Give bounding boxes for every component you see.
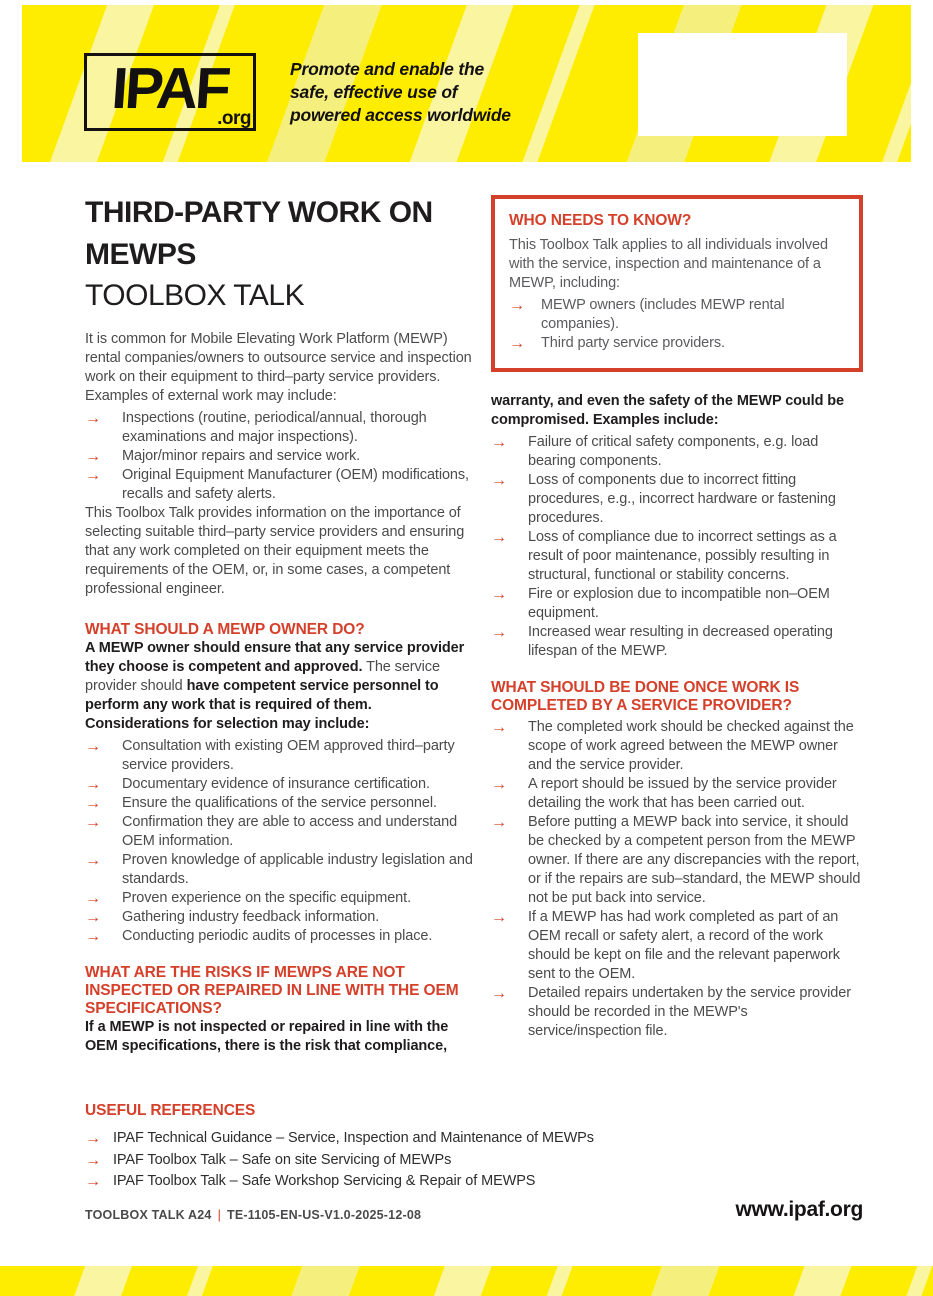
arrow-bullet-icon: → — [491, 586, 507, 603]
purpose-paragraph: This Toolbox Talk provides information on the importance of selecting suitable third–party service providers and ensuring that any work completed on their equipment meets the requirements of the OEM, or, in some cases, a competent professional engineer. — [85, 505, 465, 597]
arrow-bullet-icon: → — [491, 985, 507, 1002]
completed-work-list — [491, 718, 863, 1041]
list-item-text: Documentary evidence of insurance certification. — [122, 776, 430, 792]
list-item — [491, 623, 863, 661]
header-blank-box — [638, 33, 847, 136]
list-item — [85, 813, 475, 851]
list-item — [85, 1171, 863, 1193]
list-item — [491, 718, 863, 775]
list-item — [85, 447, 475, 466]
arrow-bullet-icon: → — [85, 738, 101, 755]
list-item — [491, 775, 863, 813]
who-box-heading: WHO NEEDS TO KNOW? — [509, 212, 692, 229]
owner-paragraph: A MEWP owner should ensure that any service provider they choose is competent and approved. The service provider should have competent service personnel to perform any work that is required of them. Considerations for selection may include: — [85, 640, 465, 732]
page-subtitle: TOOLBOX TALK — [85, 279, 305, 312]
arrow-bullet-icon: → — [85, 776, 101, 793]
list-item-text: Detailed repairs undertaken by the service provider should be recorded in the MEWP's service/inspection file. — [528, 985, 851, 1039]
who-box-list — [509, 296, 845, 353]
list-item-text: Original Equipment Manufacturer (OEM) modifications, recalls and safety alerts. — [122, 467, 469, 502]
list-item-text: Ensure the qualifications of the service personnel. — [122, 795, 437, 811]
list-item — [491, 813, 863, 908]
page-title-line2: MEWPS — [85, 238, 196, 271]
separator: | — [217, 1207, 222, 1222]
list-item-text: Increased wear resulting in decreased operating lifespan of the MEWP. — [528, 624, 833, 659]
arrow-bullet-icon: → — [85, 410, 101, 427]
arrow-bullet-icon: → — [491, 909, 507, 926]
list-item — [509, 334, 845, 353]
list-item-text: If a MEWP has had work completed as part of an OEM recall or safety alert, a record of the work should be kept on file and the relevant paperwork sent to the OEM. — [528, 909, 840, 982]
list-item-text: Failure of critical safety components, e.g. load bearing components. — [528, 434, 819, 469]
arrow-bullet-icon: → — [85, 448, 101, 465]
list-item — [85, 794, 475, 813]
arrow-bullet-icon: → — [491, 776, 507, 793]
selection-considerations-list — [85, 737, 475, 946]
list-item — [85, 851, 475, 889]
section-heading-owner: WHAT SHOULD A MEWP OWNER DO? — [85, 621, 365, 638]
references-heading: USEFUL REFERENCES — [85, 1102, 256, 1119]
tagline-line: safe, effective use of — [290, 82, 458, 102]
arrow-bullet-icon: → — [491, 529, 507, 546]
arrow-bullet-icon: → — [85, 1173, 101, 1190]
arrow-bullet-icon: → — [85, 928, 101, 945]
ipaf-logo — [84, 53, 256, 131]
list-item — [85, 1128, 863, 1150]
list-item-text: Third party service providers. — [541, 335, 725, 351]
section-heading-risks: WHAT ARE THE RISKS IF MEWPS ARE NOT INSPECTED OR REPAIRED IN LINE WITH THE OEM SPECIFICATIONS? — [85, 964, 459, 1017]
footer-stripe-band — [0, 1266, 933, 1296]
doc-code: TOOLBOX TALK A24 — [85, 1207, 212, 1222]
list-item — [491, 433, 863, 471]
risks-paragraph-start: If a MEWP is not inspected or repaired in line with the OEM specifications, there is the risk that compliance, — [85, 1019, 449, 1054]
list-item — [491, 585, 863, 623]
arrow-bullet-icon: → — [491, 624, 507, 641]
list-item-text: Loss of components due to incorrect fitting procedures, e.g., incorrect hardware or fastening procedures. — [528, 472, 836, 526]
arrow-bullet-icon: → — [85, 467, 101, 484]
arrow-bullet-icon: → — [85, 1130, 101, 1147]
list-item — [85, 775, 475, 794]
list-item — [491, 984, 863, 1041]
page-title-line1: THIRD-PARTY WORK ON — [85, 196, 433, 229]
doc-ref: TE-1105-EN-US-V1.0-2025-12-08 — [227, 1207, 422, 1222]
list-item — [85, 466, 475, 504]
list-item-text: IPAF Technical Guidance – Service, Inspection and Maintenance of MEWPs — [113, 1130, 594, 1146]
list-item — [85, 889, 475, 908]
arrow-bullet-icon: → — [85, 852, 101, 869]
external-work-list — [85, 409, 475, 504]
list-item-text: IPAF Toolbox Talk – Safe on site Servicing of MEWPs — [113, 1151, 452, 1168]
list-item — [85, 1150, 863, 1172]
arrow-bullet-icon: → — [491, 719, 507, 736]
arrow-bullet-icon: → — [85, 909, 101, 926]
tagline-line: powered access worldwide — [290, 105, 511, 125]
who-needs-to-know-box — [491, 195, 863, 372]
intro-paragraph: It is common for Mobile Elevating Work Platform (MEWP) rental companies/owners to outsource service and inspection work on their equipment to third–party service providers. Examples of external work may include: — [85, 331, 472, 404]
page-title — [85, 192, 475, 276]
list-item-text: IPAF Toolbox Talk – Safe Workshop Servicing & Repair of MEWPS — [113, 1173, 536, 1189]
website-link[interactable]: www.ipaf.org — [735, 1197, 863, 1221]
list-item-text: Confirmation they are able to access and understand OEM information. — [122, 814, 458, 849]
right-column — [491, 195, 863, 1041]
ipaf-logo-org-suffix: .org — [217, 108, 251, 129]
arrow-bullet-icon: → — [85, 890, 101, 907]
list-item-text: Proven knowledge of applicable industry legislation and standards. — [122, 852, 473, 887]
list-item — [85, 737, 475, 775]
brand-tagline — [290, 58, 511, 127]
left-column — [85, 192, 475, 1056]
list-item-text: Loss of compliance due to incorrect settings as a result of poor maintenance, possibly resulting in structural, functional or stability concerns. — [528, 529, 837, 583]
footer-row — [85, 1198, 863, 1222]
list-item — [491, 908, 863, 984]
list-item — [85, 908, 475, 927]
list-item-text: MEWP owners (includes MEWP rental companies). — [541, 297, 785, 332]
document-reference — [85, 1208, 421, 1222]
list-item-text: Inspections (routine, periodical/annual, thorough examinations and major inspections). — [122, 410, 427, 445]
list-item-text: Conducting periodic audits of processes in place. — [122, 928, 433, 944]
useful-references-section — [85, 1102, 863, 1222]
arrow-bullet-icon: → — [85, 814, 101, 831]
risk-examples-list — [491, 433, 863, 661]
risks-paragraph-continued: warranty, and even the safety of the MEWP could be compromised. Examples include: — [491, 393, 845, 428]
header-stripe-band — [22, 5, 911, 162]
list-item-text: Major/minor repairs and service work. — [122, 448, 361, 464]
arrow-bullet-icon: → — [491, 434, 507, 451]
section-heading-completed-work: WHAT SHOULD BE DONE ONCE WORK IS COMPLETED BY A SERVICE PROVIDER? — [491, 679, 800, 714]
list-item — [509, 296, 845, 334]
list-item-text: Fire or explosion due to incompatible non–OEM equipment. — [528, 586, 830, 621]
list-item-text: Before putting a MEWP back into service, it should be checked by a competent person from the MEWP owner. If there are any discrepancies with the report, or if the repairs are sub–standard, the MEWP should not be put back into service. — [528, 814, 861, 906]
list-item — [85, 927, 475, 946]
list-item — [85, 409, 475, 447]
list-item-text: Gathering industry feedback information. — [122, 909, 380, 925]
who-box-intro: This Toolbox Talk applies to all individuals involved with the service, inspection and maintenance of a MEWP, including: — [509, 237, 828, 291]
list-item — [491, 528, 863, 585]
arrow-bullet-icon: → — [491, 472, 507, 489]
arrow-bullet-icon: → — [85, 1151, 101, 1169]
arrow-bullet-icon: → — [509, 297, 525, 314]
list-item-text: The completed work should be checked against the scope of work agreed between the MEWP owner and the service provider. — [528, 719, 854, 773]
arrow-bullet-icon: → — [85, 795, 101, 812]
tagline-line: Promote and enable the — [290, 59, 484, 79]
list-item-text: A report should be issued by the service provider detailing the work that has been carried out. — [528, 776, 837, 811]
arrow-bullet-icon: → — [491, 814, 507, 831]
list-item-text: Proven experience on the specific equipment. — [122, 890, 411, 906]
references-list — [85, 1128, 863, 1193]
list-item — [491, 471, 863, 528]
list-item-text: Consultation with existing OEM approved third–party service providers. — [122, 738, 455, 773]
arrow-bullet-icon: → — [509, 335, 525, 352]
ipaf-logo-text: IPAF — [109, 56, 231, 121]
